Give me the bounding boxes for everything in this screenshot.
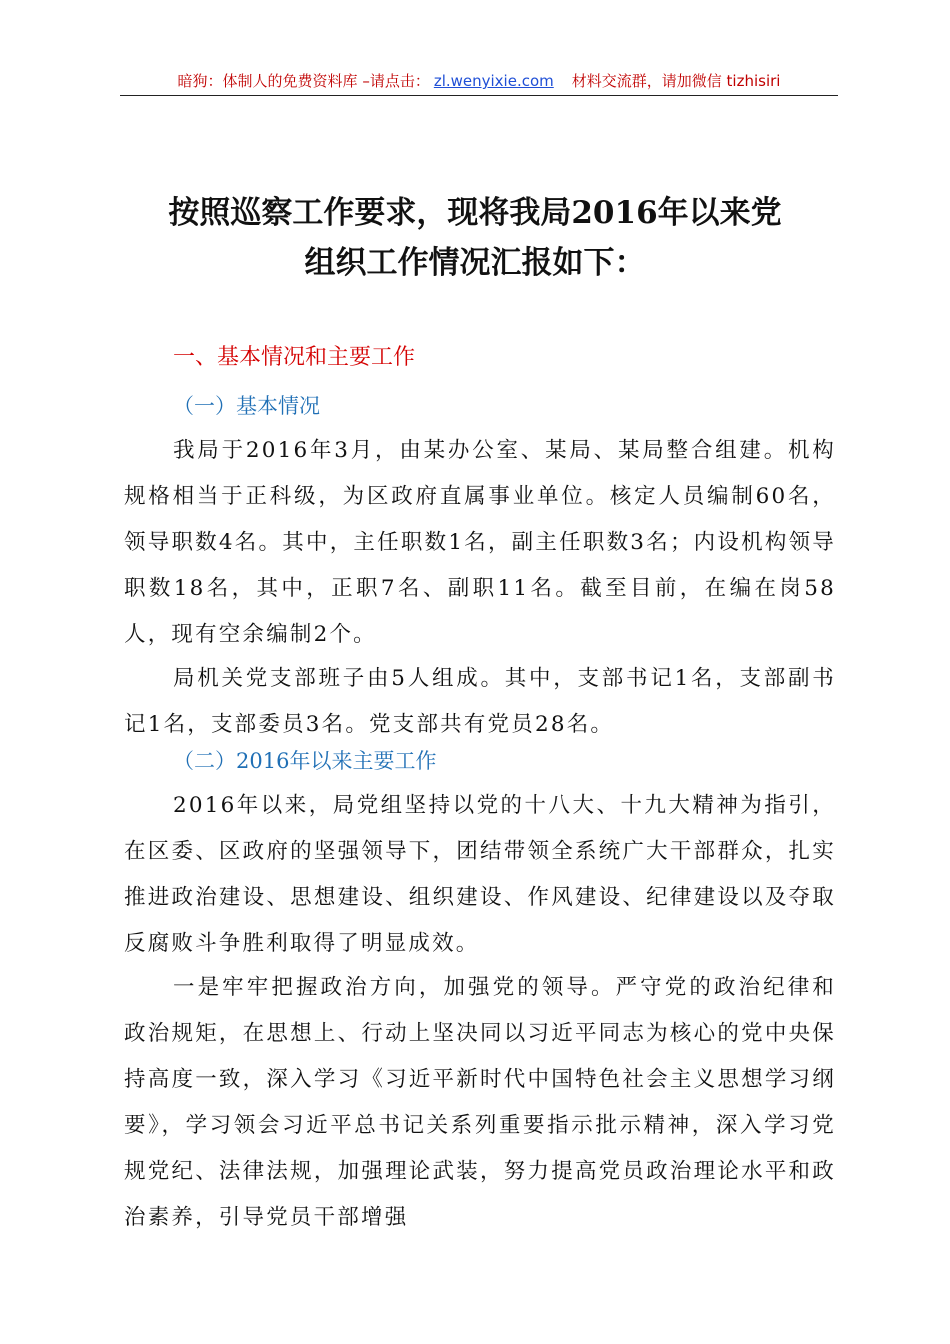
paragraph-main-work: 2016年以来，局党组坚持以党的十八大、十九大精神为指引，在区委、区政府的坚强领导下，团结带领全系统广大干部群众，扎实推进政治建设、思想建设、组织建设、作风建设、纪律建设以及夺取反腐败斗争胜利取得了明显成效。 — [124, 793, 836, 956]
subsection-heading-2: （二）2016年以来主要工作 — [173, 749, 437, 773]
paragraph-party-branch: 局机关党支部班子由5人组成。其中，支部书记1名，支部副书记1名，支部委员3名。党支部共有党员28名。 — [124, 666, 836, 737]
section-heading-1: 一、基本情况和主要工作 — [173, 345, 416, 370]
header-left-text: 暗狗：体制人的免费资料库 –请点击： — [177, 72, 430, 90]
title-line-1: 按照巡察工作要求，现将我局2016年以来党 — [168, 195, 782, 231]
paragraph-political-direction: 一是牢牢把握政治方向，加强党的领导。严守党的政治纪律和政治规矩，在思想上、行动上坚决同以习近平同志为核心的党中央保持高度一致，深入学习《习近平新时代中国特色社会主义思想学习纲要》，学习领会习近平总书记关系列重要指示批示精神，深入学习党规党纪、法律法规，加强理论武装，努力提高党员政治理论水平和政治素养，引导党员干部增强 — [124, 975, 836, 1230]
header-link[interactable]: zl.wenyixie.com — [433, 72, 554, 90]
title-line-2: 组织工作情况汇报如下： — [304, 245, 646, 281]
document-title — [110, 188, 840, 288]
subsection-heading-1: （一）基本情况 — [173, 394, 320, 418]
paragraph-basic-info: 我局于2016年3月，由某办公室、某局、某局整合组建。机构规格相当于正科级，为区政府直属事业单位。核定人员编制60名，领导职数4名。其中，主任职数1名，副主任职数3名；内设机构领导职数18名，其中，正职7名、副职11名。截至目前，在编在岗58人，现有空余编制2个。 — [124, 438, 836, 647]
page-header — [120, 70, 838, 94]
header-right-text: 材料交流群，请加微信 tizhisiri — [571, 72, 781, 90]
header-divider — [120, 95, 838, 96]
